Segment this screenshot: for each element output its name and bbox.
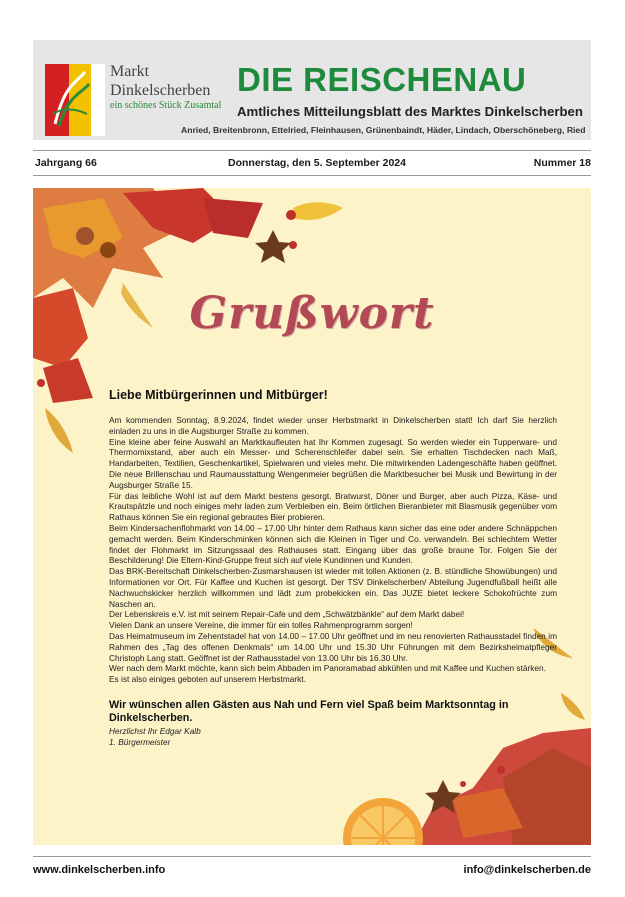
newspaper-title: DIE REISCHENAU <box>237 61 527 98</box>
paragraph: Eine kleine aber feine Auswahl an Marktkaufleuten hat Ihr Kommen zugesagt. So werden wieder ein Tupperware- und Thermomixstand, aber auch ein Messer- und Scherenschleifer dabei sein. Sie erhalten Tischdecken nach Maß, Handarbeiten, Textilien, Geschenkartikel, Spielwaren und vieles mehr. Die mitwirkenden Ladengeschäfte haben geöffnet. Die neue Brillenschau und Raumausstattung Wengenmeier begrüßen die Marktbesucher bei Musik und Bewirtung in der Augsburger Straße 15. <box>109 436 557 490</box>
issue-info-bar <box>33 150 591 176</box>
districts-list: Anried, Breitenbronn, Ettelried, Fleinhausen, Grünenbaindt, Häder, Lindach, Oberschöneberg, Ried <box>181 125 586 135</box>
paragraph: Das Heimatmuseum im Zehentstadel hat von 14.00 – 17.00 Uhr geöffnet und im neu renovierten Rathausstadel finden im Rahmen des „Tag des offenen Denkmals“ um 14.00 Uhr und 15.30 Uhr Führungen mit dem Bezirksheimatpfleger Christoph Lang statt. Geöffnet ist der Rathausstadel von 13.00 Uhr bis 16.30 Uhr. <box>109 630 557 663</box>
logo-line-2: Dinkelscherben <box>110 82 211 99</box>
footer-website-link[interactable]: www.dinkelscherben.info <box>33 864 166 876</box>
paragraph: Für das leibliche Wohl ist auf dem Markt bestens gesorgt. Bratwurst, Döner und Burger, aber auch Pizza, Käse- und Krautspätzle und noch einiges mehr laden zum Verbleiben ein. Beim örtlichen Bieranbieter mit Blasmusik gegenüber vom Rathaus können Sie ein regional gebrautes Bier probieren. <box>109 490 557 523</box>
logo-tagline: ein schönes Stück Zusamtal <box>110 100 222 111</box>
logo-wordmark <box>110 62 230 112</box>
issue-number: Nummer 18 <box>533 157 591 169</box>
logo-line-1: Markt <box>110 63 150 80</box>
greeting-panel <box>33 188 591 845</box>
issue-date: Donnerstag, den 5. September 2024 <box>228 157 406 169</box>
paragraph: Vielen Dank an unsere Vereine, die immer für ein tolles Rahmenprogramm sorgen! <box>109 620 413 631</box>
signature-name: Herzlichst Ihr Edgar Kalb <box>109 725 201 736</box>
paragraph: Das BRK-Bereitschaft Dinkelscherben-Zusmarshausen ist wieder mit tollen Aktionen (z. B. stündliche Showübungen) und Informationen vor Ort. Für Kaffee und Kuchen ist gesorgt. Der TSV Dinkelscherben/ Abteilung Jugendfußball heißt alle Nachwuchskicker herzlich willkommen und lädt zum probekicken ein. Das JUZE bietet leckere Schokofrüchte zum Naschen an. <box>109 566 557 609</box>
masthead <box>33 40 591 140</box>
salutation: Liebe Mitbürgerinnen und Mitbürger! <box>109 388 328 402</box>
article-headline: Grußwort <box>189 288 435 339</box>
closing-statement: Wir wünschen allen Gästen aus Nah und Fern viel Spaß beim Marktsonntag in Dinkelscherben. <box>109 698 509 725</box>
signature-title: 1. Bürgermeister <box>109 736 171 747</box>
paragraph: Beim Kindersachenflohmarkt von 14.00 – 17.00 Uhr hinter dem Rathaus kann sicher das eine oder andere Schnäppchen gemacht werden. Beim Kinderschminken können sich die Kleinen in Tiger und Co. verwandeln. Bei schlechtem Wetter findet der Flohmarkt im Sitzungssaal des Rathauses statt. Eingang über das große braune Tor. Folgen Sie der Beschilderung! Die Eltern-Kind-Gruppe freut sich auf viele Kundinnen und Kunden. <box>109 522 557 566</box>
municipality-logo <box>45 64 105 136</box>
footer-email-link[interactable]: info@dinkelscherben.de <box>463 864 591 876</box>
newspaper-subtitle: Amtliches Mitteilungsblatt des Marktes Dinkelscherben <box>237 104 583 119</box>
paragraph: Es ist also einiges geboten auf unserem Herbstmarkt. <box>109 674 306 685</box>
article-body <box>109 388 557 748</box>
footer-divider <box>33 856 591 857</box>
volume-label: Jahrgang 66 <box>35 157 97 169</box>
paragraph: Wer nach dem Markt möchte, kann sich beim Abbaden im Panoramabad abkühlen und mit Kaffee und Kuchen stärken. <box>109 663 546 674</box>
paragraph: Am kommenden Sonntag, 8.9.2024, findet wieder unser Herbstmarkt in Dinkelscherben statt! Ich darf Sie herzlich einladen zu uns in die Augsburger Straße zu kommen. <box>109 415 557 436</box>
paragraph: Der Lebenskreis e.V. ist mit seinem Repair-Cafe und dem „Schwätzbänkle“ auf dem Markt dabei! <box>109 609 465 620</box>
